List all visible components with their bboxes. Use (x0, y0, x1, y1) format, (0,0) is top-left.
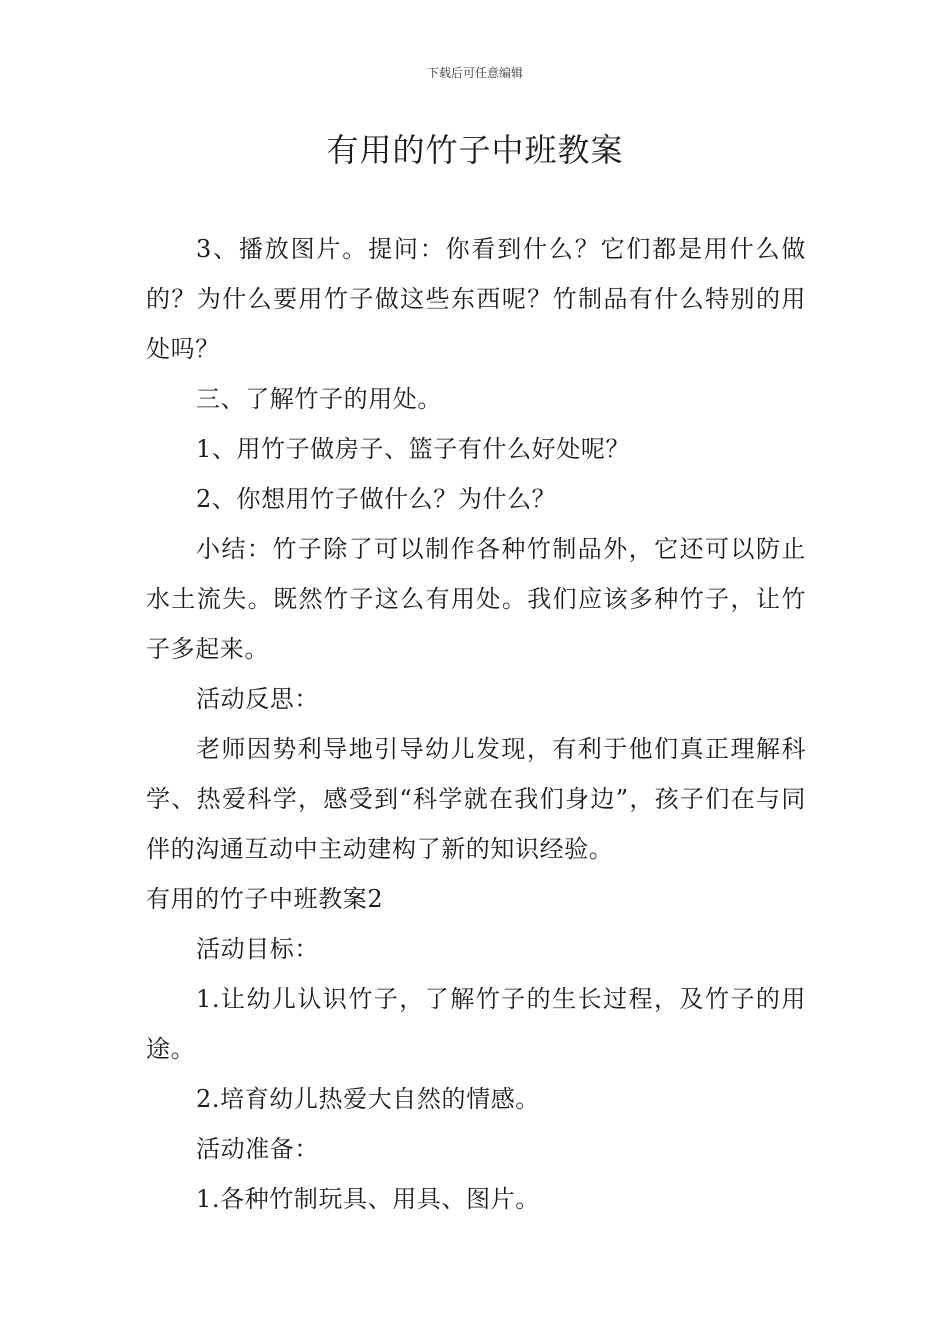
heading-reflection: 活动反思： (196, 685, 319, 713)
paragraph-question-make: 2、你想用竹子做什么？为什么？ (196, 485, 557, 513)
paragraph-reflection: 老师因势利导地引导幼儿发现，有利于他们真正理解科学、热爱科学，感受到“科学就在我们身边”，孩子们在与同伴的沟通互动中主动建构了新的知识经验。 (146, 735, 806, 863)
paragraph-summary: 小结：竹子除了可以制作各种竹制品外，它还可以防止水土流失。既然竹子这么有用处。我们应该多种竹子，让竹子多起来。 (146, 535, 806, 663)
subheading-lesson-2: 有用的竹子中班教案2 (146, 885, 384, 913)
paragraph-play-pictures: 3、播放图片。提问：你看到什么？它们都是用什么做的？为什么要用竹子做这些东西呢？竹制品有什么特别的用处吗？ (146, 235, 806, 363)
paragraph-question-house: 1、用竹子做房子、篮子有什么好处呢？ (196, 435, 631, 463)
document-body (146, 224, 806, 1224)
document-title: 有用的竹子中班教案 (326, 131, 624, 169)
header-note: 下载后可任意编辑 (426, 66, 523, 80)
paragraph-prep-1: 1.各种竹制玩具、用具、图片。 (196, 1185, 540, 1213)
heading-preparation: 活动准备： (196, 1135, 319, 1163)
paragraph-goal-2: 2.培育幼儿热爱大自然的情感。 (196, 1085, 540, 1113)
heading-goals: 活动目标： (196, 935, 319, 963)
section-heading-uses: 三、了解竹子的用处。 (196, 385, 442, 413)
paragraph-goal-1: 1.让幼儿认识竹子，了解竹子的生长过程，及竹子的用途。 (146, 985, 806, 1063)
